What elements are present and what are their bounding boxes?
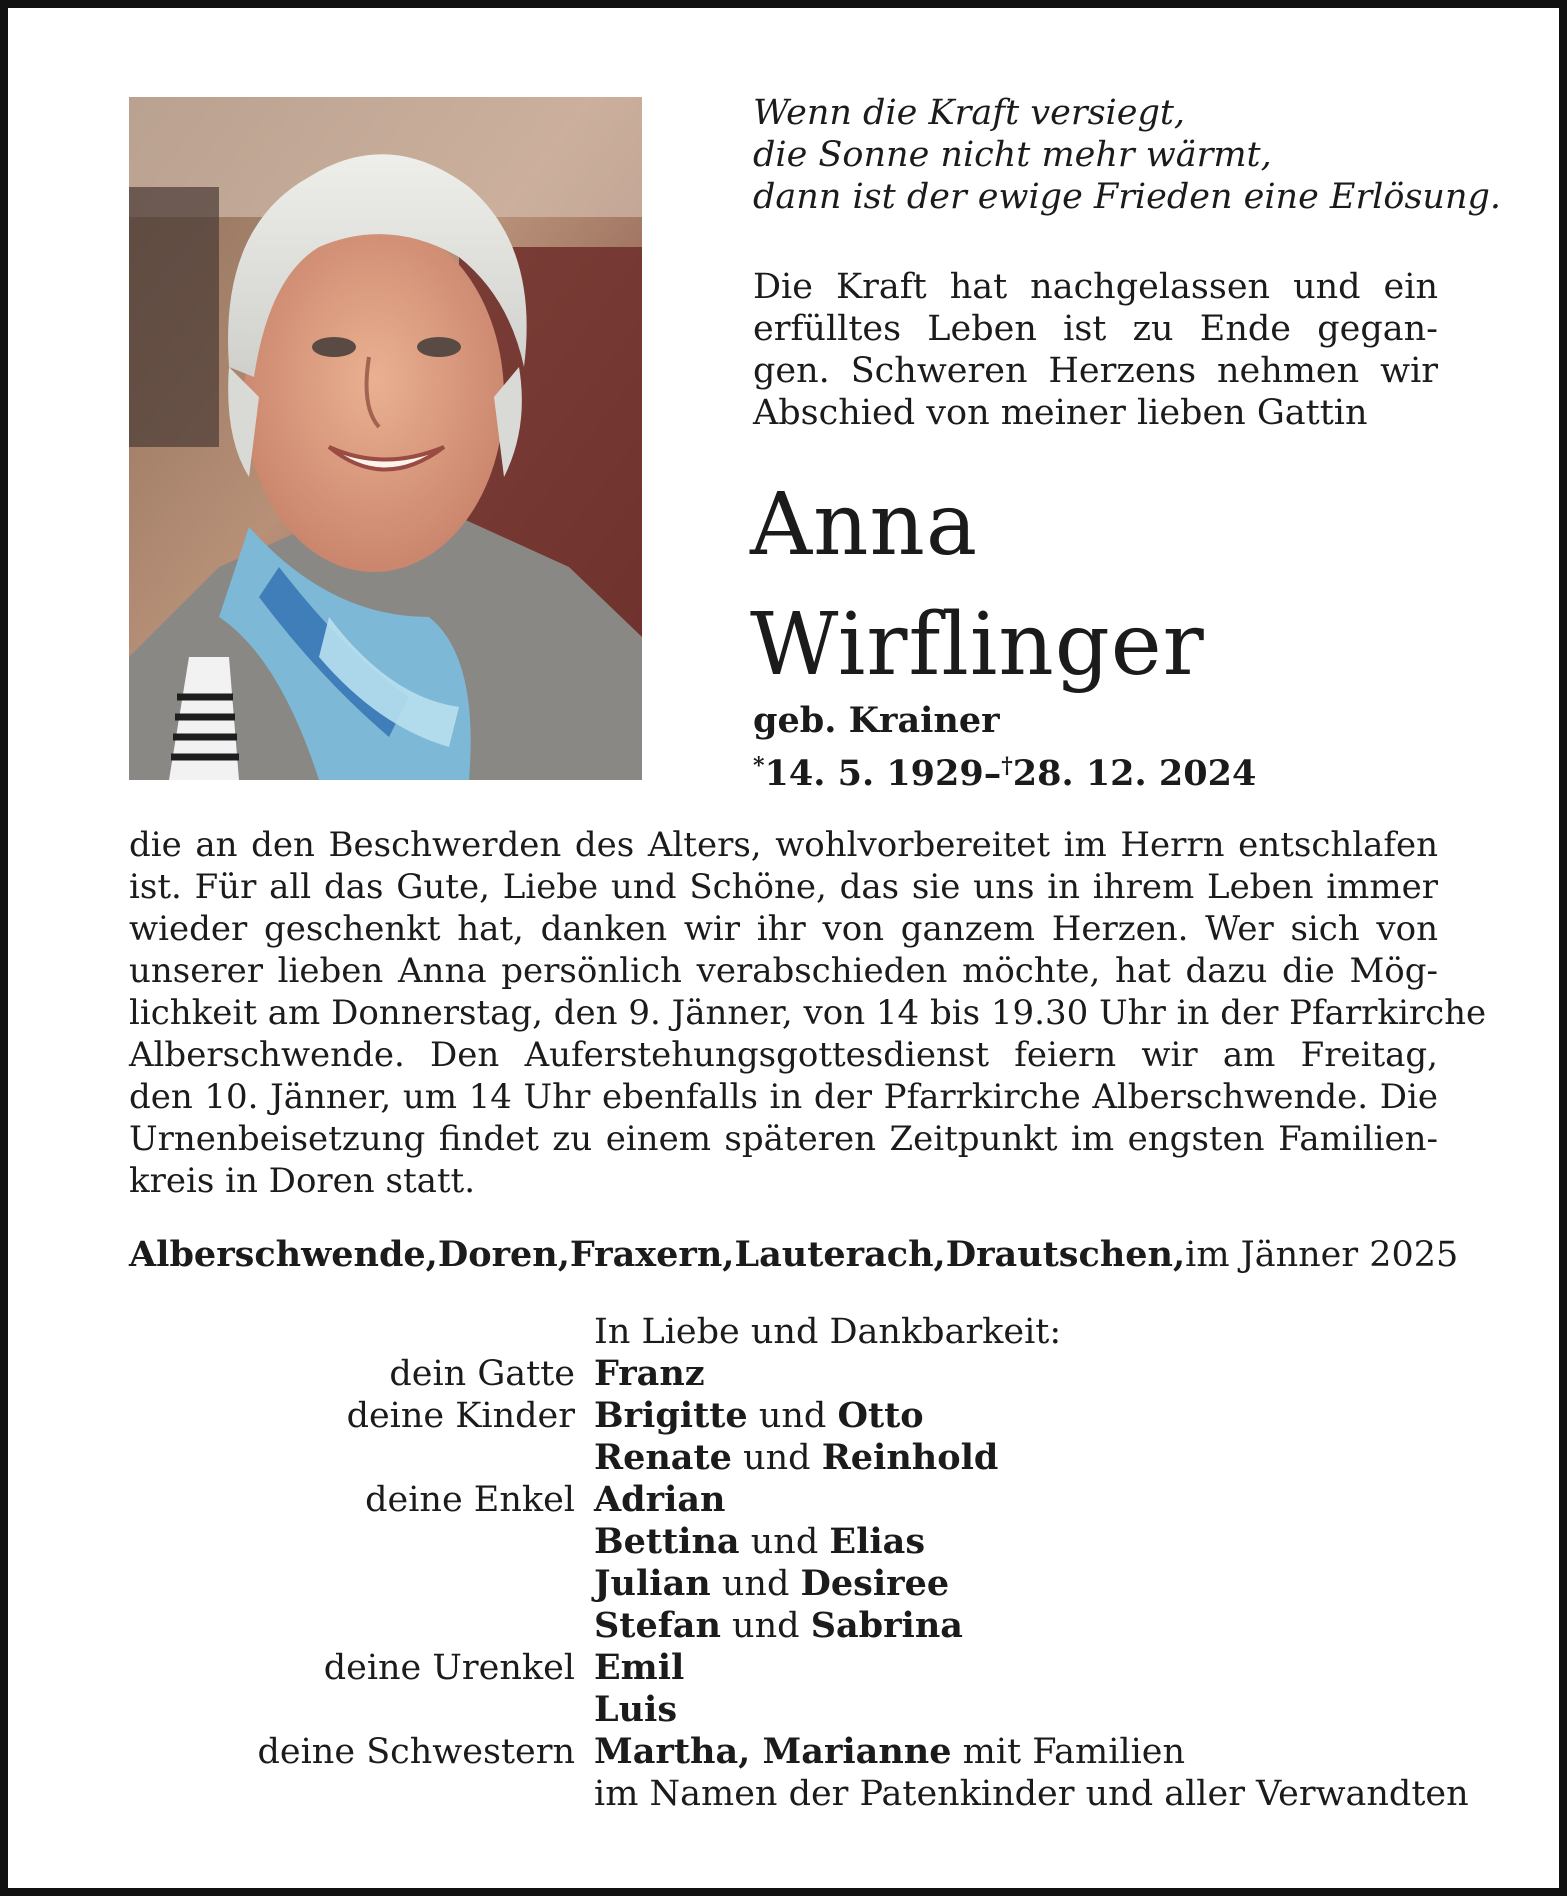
family-member-name: Adrian xyxy=(594,1479,726,1520)
family-names xyxy=(594,1395,924,1437)
portrait-photo xyxy=(129,97,642,780)
relation-label: deine Enkel xyxy=(365,1480,575,1520)
family-list xyxy=(240,1311,1469,1815)
family-closing-row xyxy=(240,1773,1469,1815)
body-line: ist. Für all das Gute, Liebe und Schöne, das sie uns in ihrem Leben immer xyxy=(129,867,1438,907)
family-member-name: Stefan xyxy=(594,1605,721,1646)
last-name: Wirflinger xyxy=(750,595,1205,695)
body-line: lichkeit am Donnerstag, den 9. Jänner, von 14 bis 19.30 Uhr in der Pfarrkirche xyxy=(129,993,1487,1033)
relation-label: deine Schwestern xyxy=(257,1732,575,1772)
family-row xyxy=(240,1647,1440,1689)
relation-label xyxy=(240,1605,594,1647)
family-member-name: Desiree xyxy=(800,1563,950,1604)
intro-line: Die Kraft hat nachgelassen und ein xyxy=(753,267,1438,307)
relation-label xyxy=(240,1563,594,1605)
deceased-name xyxy=(750,465,1205,705)
family-member-name: Emil xyxy=(594,1647,685,1688)
family-member-name: Julian xyxy=(594,1563,711,1604)
family-member-name: Elias xyxy=(829,1521,926,1562)
intro-line: gen. Schweren Herzens nehmen wir xyxy=(753,351,1438,391)
body-paragraph xyxy=(129,824,1487,1202)
family-row xyxy=(240,1353,1440,1395)
family-names xyxy=(594,1647,684,1689)
maiden-name: geb. Krainer xyxy=(753,700,1000,741)
name-connector: und xyxy=(721,1564,790,1604)
body-line: die an den Beschwerden des Alters, wohlvorbereitet im Herrn entschlafen xyxy=(129,825,1438,865)
relation-label xyxy=(240,1689,594,1731)
family-heading: In Liebe und Dankbarkeit: xyxy=(594,1312,1062,1352)
family-member-name: Sabrina xyxy=(810,1605,963,1646)
relation-label: deine Urenkel xyxy=(323,1648,575,1688)
relation-label: deine Kinder xyxy=(346,1396,575,1436)
name-connector: und xyxy=(732,1606,800,1646)
family-row xyxy=(240,1521,1440,1563)
notice-date: im Jänner 2025 xyxy=(1185,1235,1459,1275)
family-names xyxy=(594,1479,726,1521)
family-row xyxy=(240,1479,1440,1521)
family-row xyxy=(240,1395,1440,1437)
family-row xyxy=(240,1731,1440,1773)
family-names xyxy=(594,1437,998,1479)
family-row xyxy=(240,1605,1440,1647)
family-member-name: Reinhold xyxy=(821,1437,999,1478)
body-line: Urnenbeisetzung findet zu einem späteren Zeitpunkt im engsten Familien- xyxy=(129,1119,1438,1159)
intro-line: erfülltes Leben ist zu Ende gegan- xyxy=(753,309,1438,349)
body-line: unserer lieben Anna persönlich verabschieden möchte, hat dazu die Mög- xyxy=(129,951,1438,991)
poem-line: dann ist der ewige Frieden eine Erlösung. xyxy=(753,177,1502,217)
death-symbol: † xyxy=(1001,753,1013,779)
family-row xyxy=(240,1563,1440,1605)
name-connector: und xyxy=(758,1396,827,1436)
body-line: Alberschwende. Den Auferstehungsgottesdienst feiern wir am Freitag, xyxy=(129,1035,1438,1075)
family-row xyxy=(240,1437,1440,1479)
family-member-name: Franz xyxy=(594,1353,705,1394)
family-suffix: mit Familien xyxy=(962,1732,1186,1772)
birth-symbol: * xyxy=(753,753,765,779)
life-dates xyxy=(753,745,1256,795)
family-names xyxy=(594,1521,925,1563)
family-row xyxy=(240,1689,1440,1731)
body-line: wieder geschenkt hat, danken wir ihr von ganzem Herzen. Wer sich von xyxy=(129,909,1438,949)
poem-line: Wenn die Kraft versiegt, xyxy=(753,93,1186,133)
family-member-name: Luis xyxy=(594,1689,678,1730)
date-separator: – xyxy=(983,753,1002,794)
death-date: 28. 12. 2024 xyxy=(1012,753,1257,794)
relation-label: dein Gatte xyxy=(389,1354,575,1394)
relation-label xyxy=(240,1437,594,1479)
family-names xyxy=(594,1353,705,1395)
body-line: den 10. Jänner, um 14 Uhr ebenfalls in der Pfarrkirche Alberschwende. Die xyxy=(129,1077,1438,1117)
poem xyxy=(753,92,1501,218)
place-name: Alberschwende, xyxy=(129,1234,438,1275)
family-names xyxy=(594,1731,1185,1773)
family-member-name: Renate xyxy=(594,1437,732,1478)
family-member-name: Martha, Marianne xyxy=(594,1731,952,1772)
place-name: Lauterach, xyxy=(734,1234,946,1275)
family-member-name: Brigitte xyxy=(594,1395,748,1436)
family-names xyxy=(594,1563,949,1605)
family-member-name: Otto xyxy=(837,1395,924,1436)
relation-label xyxy=(240,1521,594,1563)
birth-date: 14. 5. 1929 xyxy=(764,753,984,794)
name-connector: und xyxy=(743,1438,811,1478)
family-names xyxy=(594,1689,677,1731)
name-connector: und xyxy=(750,1522,819,1562)
family-names xyxy=(594,1605,963,1647)
poem-line: die Sonne nicht mehr wärmt, xyxy=(753,135,1272,175)
place-name: Drautschen, xyxy=(945,1234,1186,1275)
intro-line: Abschied von meiner lieben Gattin xyxy=(753,393,1368,433)
places-line xyxy=(129,1233,1459,1277)
family-heading-row xyxy=(240,1311,1440,1353)
first-name: Anna xyxy=(750,475,979,575)
family-member-name: Bettina xyxy=(594,1521,740,1562)
family-closing: im Namen der Patenkinder und aller Verwandten xyxy=(594,1774,1469,1814)
place-name: Doren, xyxy=(437,1234,570,1275)
intro-paragraph xyxy=(753,266,1438,434)
body-line: kreis in Doren statt. xyxy=(129,1161,476,1201)
place-name: Fraxern, xyxy=(569,1234,735,1275)
